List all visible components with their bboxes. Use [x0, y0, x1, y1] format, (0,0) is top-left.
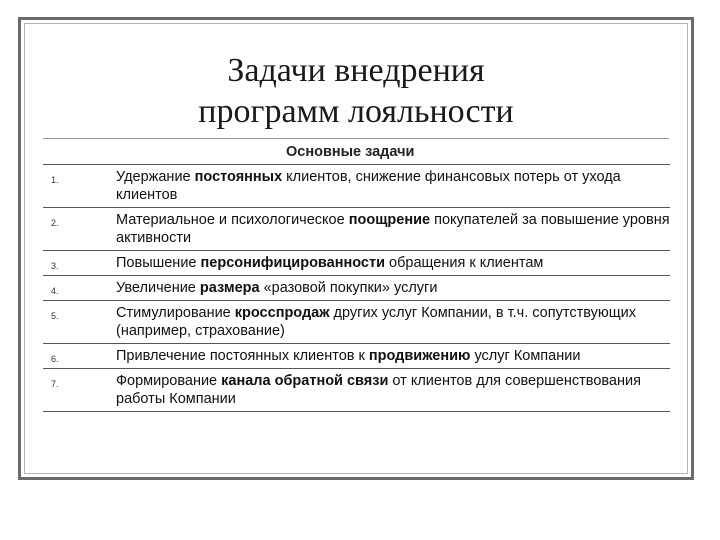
task-text-segment: Стимулирование	[116, 305, 235, 321]
task-text-emphasis: продвижению	[368, 348, 471, 364]
task-item	[43, 368, 670, 411]
task-text-segment: Увеличение	[116, 280, 200, 296]
task-item	[43, 300, 670, 343]
section-heading: Основные задачи	[286, 144, 415, 160]
task-number: 2.	[51, 218, 59, 228]
title-divider	[43, 138, 669, 139]
task-text	[116, 168, 670, 204]
task-number: 1.	[51, 175, 59, 185]
task-number: 7.	[51, 379, 59, 389]
task-text	[116, 211, 670, 247]
task-number: 4.	[51, 286, 59, 296]
task-text-segment: Удержание	[116, 169, 195, 185]
task-list	[43, 164, 670, 412]
task-text-segment: других услуг Компании, в т.ч. сопутствующих (например, страхование)	[116, 305, 637, 339]
task-text-segment: Формирование	[116, 373, 222, 389]
task-text-segment: «разовой покупки» услуги	[259, 280, 438, 296]
task-number: 6.	[51, 354, 59, 364]
task-text-segment: клиентов, снижение финансовых потерь от ухода клиентов	[116, 169, 621, 203]
task-text	[116, 347, 670, 365]
task-text-emphasis: канала обратной связи	[221, 373, 389, 389]
task-text-emphasis: персонифицированности	[200, 255, 385, 271]
task-number: 5.	[51, 311, 59, 321]
task-text-segment: Повышение	[116, 255, 201, 271]
task-text-segment: Материальное и психологическое	[116, 212, 349, 228]
task-item	[43, 275, 670, 300]
task-text	[116, 279, 670, 297]
task-text-segment: покупателей за повышение уровня активности	[116, 212, 670, 246]
task-text-emphasis: поощрение	[348, 212, 431, 228]
task-text-emphasis: кросспродаж	[234, 305, 330, 321]
task-item	[43, 250, 670, 275]
task-text-segment: от клиентов для совершенствования работы Компании	[116, 373, 641, 407]
task-list-bottom-rule	[43, 411, 670, 412]
slide-title-line-1: Задачи внедрения	[227, 52, 485, 89]
slide-frame	[18, 17, 694, 480]
task-text-emphasis: постоянных	[194, 169, 283, 185]
task-text-segment: Привлечение постоянных клиентов к	[116, 348, 369, 364]
task-item	[43, 164, 670, 207]
task-text-emphasis: размера	[199, 280, 260, 296]
slide-title	[21, 50, 691, 132]
task-number: 3.	[51, 261, 59, 271]
task-item	[43, 343, 670, 368]
task-text	[116, 304, 670, 340]
slide-title-line-2: программ лояльности	[198, 93, 514, 130]
task-text-segment: услуг Компании	[470, 348, 581, 364]
task-text	[116, 372, 670, 408]
task-text	[116, 254, 670, 272]
task-item	[43, 207, 670, 250]
task-text-segment: обращения к клиентам	[384, 255, 544, 271]
